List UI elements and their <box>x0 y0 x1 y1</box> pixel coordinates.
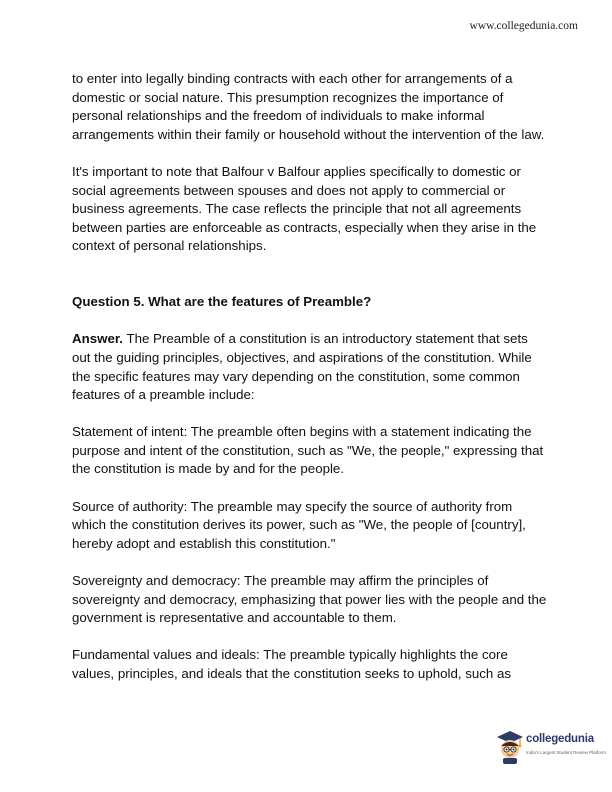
document-body <box>72 70 548 702</box>
feature-fundamental-values: Fundamental values and ideals: The preamble typically highlights the core values, principles, and ideals that the constitution seeks to uphold, such as <box>72 647 512 681</box>
feature-statement-of-intent: Statement of intent: The preamble often begins with a statement indicating the purpose and intent of the constitution, such as "We, the people," expressing that the constitution is made by and for the people. <box>72 424 544 477</box>
answer-paragraph <box>72 330 548 404</box>
brand-logo <box>495 727 607 773</box>
paragraph-balfour-note: It's important to note that Balfour v Balfour applies specifically to domestic or social agreements between spouses and does not apply to commercial or business agreements. The case reflects the principle that not all agreements between parties are enforceable as contracts, especially when they arise in the context of personal relationships. <box>72 163 537 254</box>
answer-text: The Preamble of a constitution is an introductory statement that sets out the guiding principles, objectives, and aspirations of the constitution. While the specific features may vary depending on the constitution, some common features of a preamble include: <box>72 331 532 403</box>
answer-label: Answer. <box>72 331 123 347</box>
graduate-mascot-icon <box>495 727 525 773</box>
paragraph-contract-presumption: to enter into legally binding contracts with each other for arrangements of a domestic or social nature. This presumption recognizes the importance of personal relationships and the freedom of individuals to make informal arrangements within their family or household without the intervention of the law. <box>72 71 545 142</box>
feature-sovereignty-democracy: Sovereignty and democracy: The preamble may affirm the principles of sovereignty and democracy, emphasizing that power lies with the people and the government is representative and accountable to them. <box>72 573 547 626</box>
brand-name: collegedunia <box>526 733 594 745</box>
question-heading: Question 5. What are the features of Preamble? <box>72 294 372 310</box>
feature-source-of-authority: Source of authority: The preamble may specify the source of authority from which the constitution derives its power, such as "We, the people of [country], hereby adopt and establish this constitution." <box>72 498 526 551</box>
site-url[interactable]: www.collegedunia.com <box>469 20 578 32</box>
brand-tagline: India's Largest Student Review Platform <box>526 750 606 755</box>
